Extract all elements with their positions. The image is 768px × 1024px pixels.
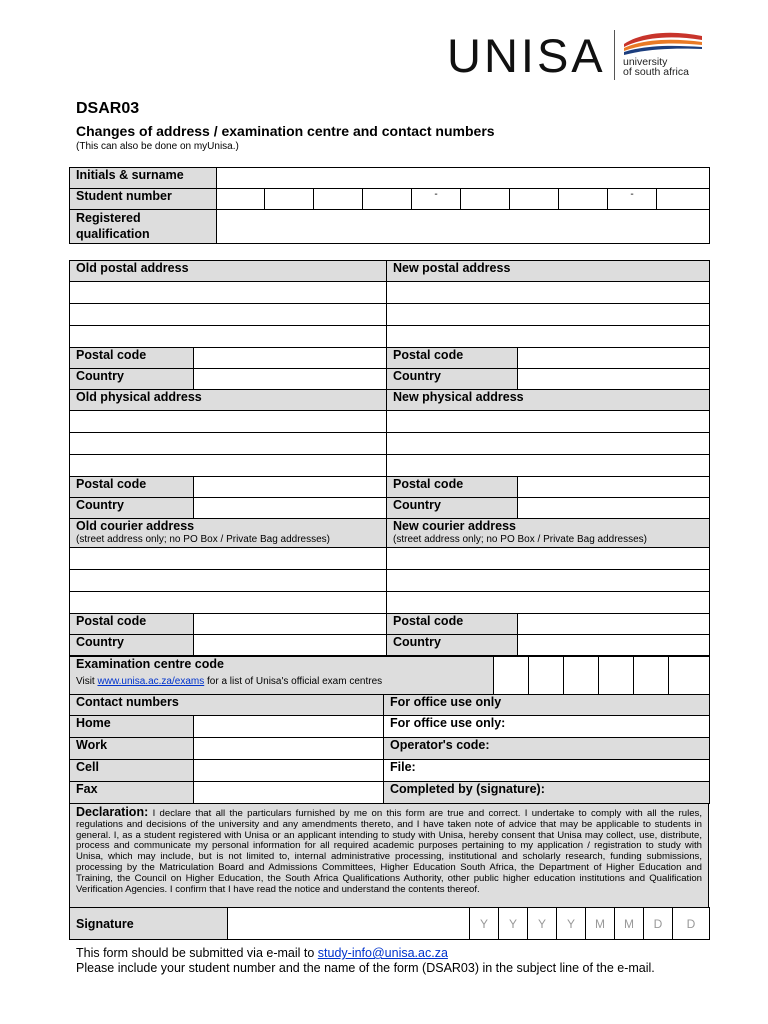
date-box-year[interactable]: Y xyxy=(499,908,528,940)
old-physical-code-label: Postal code xyxy=(70,477,194,498)
old-courier-country-field[interactable] xyxy=(194,635,387,656)
contact-office-table xyxy=(69,694,710,804)
new-physical-line[interactable] xyxy=(387,433,710,455)
old-physical-line[interactable] xyxy=(70,433,387,455)
exam-centre-table xyxy=(69,656,710,695)
exam-code-box[interactable] xyxy=(669,657,710,695)
contact-numbers-label: Contact numbers xyxy=(70,695,384,716)
new-physical-code-label: Postal code xyxy=(387,477,518,498)
address-table xyxy=(69,260,710,656)
declaration-text: I declare that all the particulars furnished by me on this form are true and correct. I undertake to comply with all the rules, regulations and decisions of the university and any amendments thereto, and I have taken note of advice that may be applicable to students in general. I, as a student registered with Unisa or an applicant intending to study with Unisa, hereby consent that Unisa may collect, use, distribute, process and communicate my personal information for all required academic purposes pertaining to my application / registration to study with Unisa, which may include, but is not limited to, internal administrative processing, institutional and scholarly research, funding submissions, processing by the Matriculation Board and Admissions Committees, Higher Education South Africa, the Department of Higher Education and Training, the Council on Higher Education, the South Africa Qualifications Authority, other public higher education institutions and Qualification Verification Agencies. I confirm that I have read the notice and understand the contents thereof. xyxy=(76,808,702,895)
study-info-email-link[interactable]: study-info@unisa.ac.za xyxy=(317,946,448,960)
old-courier-note: (street address only; no PO Box / Private Bag addresses) xyxy=(76,534,331,545)
old-physical-label: Old physical address xyxy=(70,390,387,411)
cell-label: Cell xyxy=(70,760,194,782)
footer-submit-text: This form should be submitted via e-mail to xyxy=(76,946,315,960)
new-courier-code-label: Postal code xyxy=(387,614,518,635)
new-courier-label xyxy=(387,519,710,548)
student-number-box[interactable]: - xyxy=(412,189,461,210)
form-title: Changes of address / examination centre and contact numbers xyxy=(76,123,495,139)
new-physical-label: New physical address xyxy=(387,390,710,411)
exam-centres-link[interactable]: www.unisa.ac.za/exams xyxy=(97,676,205,687)
old-physical-line[interactable] xyxy=(70,455,387,477)
exam-code-box[interactable] xyxy=(634,657,669,695)
student-number-box[interactable] xyxy=(314,189,363,210)
old-postal-label: Old postal address xyxy=(70,261,387,282)
qualification-field[interactable] xyxy=(217,210,710,244)
signature-table xyxy=(69,907,710,940)
form-note: (This can also be done on myUnisa.) xyxy=(76,141,239,152)
date-box-year[interactable]: Y xyxy=(557,908,586,940)
old-courier-title: Old courier address xyxy=(76,519,195,533)
new-courier-country-field[interactable] xyxy=(518,635,710,656)
new-courier-code-field[interactable] xyxy=(518,614,710,635)
old-physical-country-label: Country xyxy=(70,498,194,519)
exam-centre-title: Examination centre code xyxy=(76,657,224,671)
old-courier-line[interactable] xyxy=(70,570,387,592)
unisa-wordmark: UNISA xyxy=(447,29,606,82)
new-courier-country-label: Country xyxy=(387,635,518,656)
exam-rest-text: for a list of Unisa's official exam centres xyxy=(207,676,383,687)
old-postal-country-field[interactable] xyxy=(194,369,387,390)
new-courier-line[interactable] xyxy=(387,570,710,592)
exam-centre-label xyxy=(70,657,494,695)
operator-code-label: Operator's code: xyxy=(384,738,710,760)
new-courier-note: (street address only; no PO Box / Private Bag addresses) xyxy=(393,534,648,545)
work-label: Work xyxy=(70,738,194,760)
exam-code-box[interactable] xyxy=(529,657,564,695)
logo-divider xyxy=(614,30,615,80)
office-use-line: For office use only: xyxy=(384,716,710,738)
footer-line-1 xyxy=(76,946,448,960)
office-use-label: For office use only xyxy=(384,695,710,716)
unisa-logo-swoosh-icon xyxy=(622,28,704,56)
student-number-box[interactable] xyxy=(510,189,559,210)
new-postal-code-field[interactable] xyxy=(518,348,710,369)
exam-visit-text: Visit xyxy=(76,676,95,687)
date-box-month[interactable]: M xyxy=(615,908,644,940)
date-box-day[interactable]: D xyxy=(644,908,673,940)
declaration-box xyxy=(70,804,709,908)
exam-code-box[interactable] xyxy=(599,657,634,695)
old-postal-line[interactable] xyxy=(70,304,387,326)
form-code: DSAR03 xyxy=(76,100,140,117)
new-physical-line[interactable] xyxy=(387,411,710,433)
work-field[interactable] xyxy=(194,738,384,760)
footer-line-2: Please include your student number and the name of the form (DSAR03) in the subject line of the e-mail. xyxy=(76,961,655,975)
fax-label: Fax xyxy=(70,782,194,804)
student-number-box[interactable] xyxy=(559,189,608,210)
signature-field[interactable] xyxy=(228,908,470,940)
qualification-label-line2: qualification xyxy=(76,227,150,241)
old-postal-country-label: Country xyxy=(70,369,194,390)
old-postal-code-label: Postal code xyxy=(70,348,194,369)
old-courier-country-label: Country xyxy=(70,635,194,656)
student-number-box[interactable] xyxy=(265,189,314,210)
date-box-day[interactable]: D xyxy=(673,908,710,940)
new-physical-code-field[interactable] xyxy=(518,477,710,498)
logo-line1: university xyxy=(623,56,668,68)
new-physical-country-field[interactable] xyxy=(518,498,710,519)
logo-line2: of south africa xyxy=(623,66,689,78)
old-courier-line[interactable] xyxy=(70,548,387,570)
student-number-box[interactable] xyxy=(217,189,265,210)
fax-field[interactable] xyxy=(194,782,384,804)
home-label: Home xyxy=(70,716,194,738)
new-postal-label: New postal address xyxy=(387,261,710,282)
student-number-box[interactable]: - xyxy=(608,189,657,210)
old-postal-code-field[interactable] xyxy=(194,348,387,369)
student-number-box[interactable] xyxy=(363,189,412,210)
old-postal-line[interactable] xyxy=(70,282,387,304)
qualification-label-line1: Registered xyxy=(76,211,141,225)
new-physical-country-label: Country xyxy=(387,498,518,519)
student-number-box[interactable] xyxy=(657,189,710,210)
initials-label: Initials & surname xyxy=(70,168,217,189)
old-courier-line[interactable] xyxy=(70,592,387,614)
date-box-month[interactable]: M xyxy=(586,908,615,940)
exam-code-box[interactable] xyxy=(564,657,599,695)
student-number-label: Student number xyxy=(70,189,217,210)
new-postal-line[interactable] xyxy=(387,304,710,326)
declaration-label: Declaration: xyxy=(76,805,149,819)
new-postal-line[interactable] xyxy=(387,282,710,304)
new-postal-line[interactable] xyxy=(387,326,710,348)
home-field[interactable] xyxy=(194,716,384,738)
old-courier-code-label: Postal code xyxy=(70,614,194,635)
cell-field[interactable] xyxy=(194,760,384,782)
new-postal-country-label: Country xyxy=(387,369,518,390)
old-courier-code-field[interactable] xyxy=(194,614,387,635)
qualification-label xyxy=(70,210,217,244)
exam-centre-note xyxy=(76,676,487,687)
student-details-table xyxy=(69,167,710,244)
exam-code-box[interactable] xyxy=(494,657,529,695)
new-courier-title: New courier address xyxy=(393,519,516,533)
date-box-year[interactable]: Y xyxy=(470,908,499,940)
new-postal-country-field[interactable] xyxy=(518,369,710,390)
new-physical-line[interactable] xyxy=(387,455,710,477)
declaration-table xyxy=(69,803,709,908)
old-postal-line[interactable] xyxy=(70,326,387,348)
old-physical-line[interactable] xyxy=(70,411,387,433)
old-physical-country-field[interactable] xyxy=(194,498,387,519)
new-postal-code-label: Postal code xyxy=(387,348,518,369)
date-box-year[interactable]: Y xyxy=(528,908,557,940)
new-courier-line[interactable] xyxy=(387,592,710,614)
student-number-box[interactable] xyxy=(461,189,510,210)
old-courier-label xyxy=(70,519,387,548)
file-label: File: xyxy=(384,760,710,782)
signature-label: Signature xyxy=(70,908,228,940)
new-courier-line[interactable] xyxy=(387,548,710,570)
old-physical-code-field[interactable] xyxy=(194,477,387,498)
initials-field[interactable] xyxy=(217,168,710,189)
completed-by-label: Completed by (signature): xyxy=(384,782,710,804)
